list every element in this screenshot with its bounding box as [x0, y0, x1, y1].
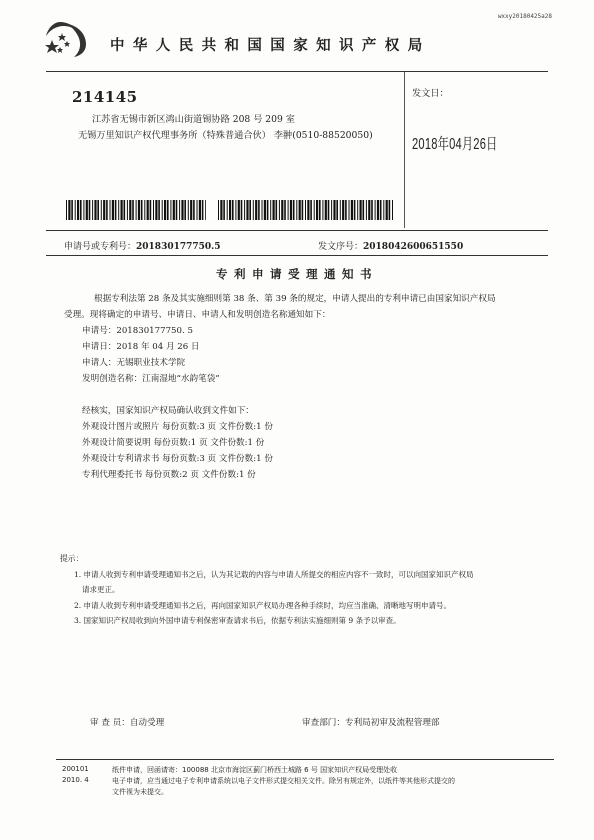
barcode-bar	[354, 200, 356, 220]
barcode-bar	[227, 200, 228, 220]
barcode-bar	[162, 200, 163, 220]
application-number-detail: 申请号：201830177750. 5	[82, 326, 193, 336]
barcode-bar	[244, 200, 245, 220]
barcode-bar	[164, 200, 166, 220]
invention-name-detail: 发明创造名称：江南湿地“水韵笔袋”	[82, 374, 220, 384]
barcode-bar	[101, 200, 102, 220]
barcode-bar	[197, 200, 198, 220]
barcode-bar	[328, 200, 330, 220]
barcode-bar	[331, 200, 332, 220]
barcode-bar	[322, 200, 323, 220]
barcode-bar	[112, 200, 114, 220]
barcode-bar	[296, 200, 297, 220]
barcode-bar	[342, 200, 344, 220]
barcode-right	[218, 200, 394, 220]
barcode-bar	[380, 200, 382, 220]
barcode-bar	[77, 200, 79, 220]
barcode-bar	[115, 200, 117, 220]
barcode-bar	[316, 200, 318, 220]
recipient-agency: 无锡万里知识产权代理事务所（特殊普通合伙） 李翀(0510-88520050)	[78, 130, 373, 141]
barcode-bar	[110, 200, 111, 220]
barcode-bar	[127, 200, 128, 220]
barcode-bar	[357, 200, 358, 220]
barcode-bar	[273, 200, 275, 220]
barcode-bar	[66, 200, 67, 220]
barcode-bar	[83, 200, 84, 220]
barcode-bar	[284, 200, 286, 220]
barcode-bar	[279, 200, 280, 220]
notice-item: 3. 国家知识产权局收到向外国申请专利保密审查请求书后，依据专利法实施细则第 9 条予以审查。	[74, 616, 401, 625]
barcode-bar	[132, 200, 134, 220]
barcode-bar	[229, 200, 231, 220]
intro-line-2: 受理。现将确定的申请号、申请日、申请人和发明创造名称通知如下：	[64, 310, 331, 320]
footer-rule	[56, 759, 554, 760]
barcode-bar	[94, 200, 96, 220]
reference-rule	[46, 255, 548, 256]
barcode-bar	[302, 200, 304, 220]
barcode-bar	[147, 200, 149, 220]
barcode-bar	[299, 200, 301, 220]
barcode-bar	[202, 200, 204, 220]
barcode-bar	[184, 200, 186, 220]
barcode-bar	[71, 200, 73, 220]
barcode-bar	[386, 200, 388, 220]
received-file-item: 外观设计图片或照片 每份页数:3 页 文件份数:1 份	[82, 422, 273, 432]
barcode-bar	[118, 200, 119, 220]
serial-number-label: 发文序号：	[318, 242, 364, 252]
barcode-bar	[144, 200, 145, 220]
barcode-bar	[153, 200, 154, 220]
barcode-bar	[363, 200, 365, 220]
barcode-bar	[276, 200, 278, 220]
notice-heading: 提示：	[60, 554, 84, 563]
barcode-bar	[235, 200, 236, 220]
barcode-bar	[333, 200, 335, 220]
barcode-bar	[106, 200, 108, 220]
barcode-bar	[307, 200, 309, 220]
barcode-bar	[199, 200, 201, 220]
dispatch-date-label: 发文日：	[412, 88, 449, 99]
notice-item-continued: 请求更正。	[82, 585, 120, 594]
barcode-bar	[223, 200, 225, 220]
office-name: 中华人民共和国国家知识产权局	[110, 38, 431, 54]
barcode-bar	[360, 200, 362, 220]
barcode-bar	[366, 200, 367, 220]
barcode-bar	[89, 200, 91, 220]
barcode-bar	[158, 200, 160, 220]
barcode-bar	[264, 200, 266, 220]
form-version: 2010. 4	[62, 776, 89, 784]
barcode-bar	[249, 200, 251, 220]
application-number-label: 申请号或专利号：	[64, 242, 137, 252]
barcode-bar	[336, 200, 338, 220]
footer-electronic-application-continued: 文件视为未提交。	[112, 788, 168, 796]
barcode-bar	[281, 200, 283, 220]
barcode-bar	[188, 200, 189, 220]
barcode-bar	[220, 200, 222, 220]
barcode-bar	[340, 200, 341, 220]
address-rule	[46, 230, 548, 231]
barcode-bar	[86, 200, 88, 220]
barcode-bar	[80, 200, 82, 220]
barcode-bar	[319, 200, 321, 220]
barcode-bar	[383, 200, 384, 220]
barcode-bar	[246, 200, 248, 220]
serial-number: 2018042600651550	[363, 242, 464, 252]
barcode-bar	[310, 200, 312, 220]
header-rule	[46, 71, 548, 72]
barcode-bar	[290, 200, 292, 220]
filing-date-detail: 申请日：2018 年 04 月 26 日	[82, 342, 200, 352]
barcode-bar	[377, 200, 379, 220]
barcode-bar	[124, 200, 126, 220]
barcode-bar	[262, 200, 263, 220]
postcode: 214145	[72, 88, 138, 106]
barcode-bar	[389, 200, 391, 220]
barcode-bar	[392, 200, 393, 220]
serial-number-row	[318, 239, 463, 252]
application-number-row	[64, 239, 221, 252]
footer-paper-application: 纸件申请，回函请寄：100088 北京市海淀区蓟门桥西土城路 6 号 国家知识产权局受理处收	[112, 766, 398, 774]
barcode-bar	[375, 200, 376, 220]
barcode-bar	[270, 200, 271, 220]
barcode-bar	[129, 200, 131, 220]
barcode-bar	[92, 200, 93, 220]
barcode-bar	[141, 200, 143, 220]
barcode-bar	[293, 200, 295, 220]
barcode-bar	[218, 200, 219, 220]
barcode-bar	[170, 200, 171, 220]
form-code: 200101	[62, 765, 89, 773]
review-department: 审查部门：专利局初审及流程管理部	[302, 718, 440, 728]
intro-line-1: 根据专利法第 28 条及其实施细则第 38 条、第 39 条的规定，申请人提出的专利申请已由国家知识产权局	[94, 294, 496, 304]
application-number: 201830177750.5	[136, 242, 221, 252]
barcode-bar	[176, 200, 178, 220]
barcode-bar	[351, 200, 353, 220]
barcode-bar	[136, 200, 137, 220]
document-code: wxxy20180425a28	[497, 13, 552, 20]
barcode-bar	[238, 200, 240, 220]
barcode-bar	[97, 200, 99, 220]
barcode-bar	[68, 200, 70, 220]
document-title: 专利申请受理通知书	[216, 267, 378, 281]
barcode-bar	[167, 200, 169, 220]
barcode-bar	[371, 200, 373, 220]
barcode-bar	[288, 200, 289, 220]
barcode-bar	[103, 200, 105, 220]
barcode-bar	[173, 200, 175, 220]
reviewer: 审 查 员：自动受理	[90, 718, 165, 728]
barcode-bar	[314, 200, 315, 220]
received-file-item: 外观设计专利请求书 每份页数:3 页 文件份数:1 份	[82, 454, 273, 464]
barcode-bar	[138, 200, 140, 220]
notice-item: 1. 申请人收到专利申请受理通知书之后，认为其记载的内容与申请人所提交的相应内容不一致时，可以向国家知识产权局	[74, 570, 474, 579]
barcode-bar	[121, 200, 123, 220]
barcode-bar	[255, 200, 257, 220]
received-file-item: 外观设计简要说明 每份页数:1 页 文件份数:1 份	[82, 438, 265, 448]
barcode-bar	[349, 200, 350, 220]
barcode-bar	[345, 200, 347, 220]
barcode-bar	[190, 200, 192, 220]
barcode-bar	[241, 200, 243, 220]
barcode-bar	[181, 200, 183, 220]
barcode-bar	[305, 200, 306, 220]
cnipa-logo-icon	[38, 20, 90, 58]
barcode-bar	[325, 200, 327, 220]
barcode-bar	[205, 200, 206, 220]
barcode-bar	[155, 200, 157, 220]
barcode-left	[66, 200, 206, 220]
applicant-detail: 申请人：无锡职业技术学院	[82, 358, 186, 368]
barcode-bar	[258, 200, 260, 220]
barcode-bar	[253, 200, 254, 220]
barcode-bar	[150, 200, 152, 220]
barcode-bar	[232, 200, 234, 220]
received-file-item: 专利代理委托书 每份页数:2 页 文件份数:1 份	[82, 470, 256, 480]
column-divider	[404, 72, 405, 228]
barcode-bar	[179, 200, 180, 220]
notice-item: 2. 申请人收到专利申请受理通知书之后，再向国家知识产权局办理各种手续时，均应当准确、清晰地写明申请号。	[74, 601, 452, 610]
verification-statement: 经核实，国家知识产权局确认收到文件如下：	[82, 406, 254, 416]
footer-electronic-application: 电子申请，应当通过电子专利申请系统以电子文件形式提交相关文件。除另有规定外，以纸件等其他形式提交的	[112, 777, 455, 785]
barcode-bar	[75, 200, 76, 220]
barcode-bar	[193, 200, 195, 220]
barcode-bar	[368, 200, 370, 220]
barcode-bar	[267, 200, 269, 220]
recipient-address: 江苏省无锡市新区鸿山街道锡协路 208 号 209 室	[92, 114, 295, 125]
dispatch-date-handwritten: 2018年04月26日	[412, 136, 498, 153]
